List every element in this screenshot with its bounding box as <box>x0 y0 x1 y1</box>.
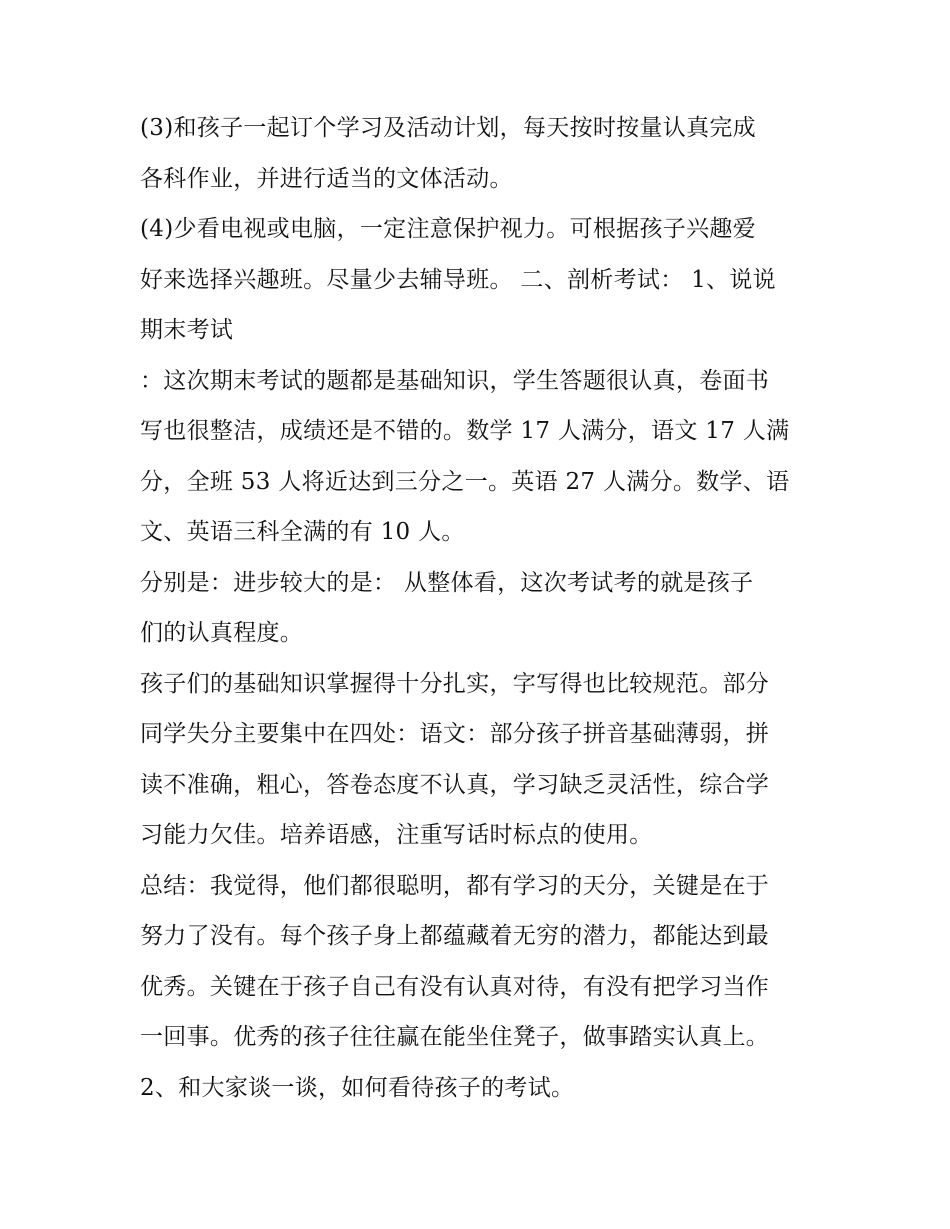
text-line: 写也很整洁，成绩还是不错的。数学 17 人满分，语文 17 人满 <box>140 418 790 444</box>
text-line: 优秀。关键在于孩子自己有没有认真对待，有没有把学习当作 <box>140 973 770 1000</box>
text-line: 总结：我觉得，他们都很聪明，都有学习的天分，关键是在于 <box>140 872 770 899</box>
text-line: 习能力欠佳。培养语感，注重写话时标点的使用。 <box>140 822 653 848</box>
text-line: 分别是：进步较大的是： 从整体看，这次考试考的就是孩子 <box>140 569 754 596</box>
text-line: ：这次期末考试的题都是基础知识，学生答题很认真，卷面书 <box>140 367 770 394</box>
text-line: 各科作业，并进行适当的文体活动。 <box>140 165 513 192</box>
text-line: 2、和大家谈一谈，如何看待孩子的考试。 <box>140 1074 575 1101</box>
document-body <box>140 103 815 1113</box>
text-line: 好来选择兴趣班。尽量少去辅导班。 二、剖析考试： 1、说说 <box>140 266 776 293</box>
text-line: 文、英语三科全满的有 10 人。 <box>140 519 465 545</box>
text-line: 努力了没有。每个孩子身上都蕴藏着无穷的潜力，都能达到最 <box>140 923 770 949</box>
text-line: 读不准确，粗心，答卷态度不认真，学习缺乏灵活性，综合学 <box>140 771 770 798</box>
text-line: 孩子们的基础知识掌握得十分扎实，字写得也比较规范。部分 <box>140 670 770 697</box>
text-line: (3)和孩子一起订个学习及活动计划，每天按时按量认真完成 <box>140 115 756 141</box>
text-line: 同学失分主要集中在四处：语文：部分孩子拼音基础薄弱，拼 <box>140 721 770 747</box>
text-line: 一回事。优秀的孩子往往赢在能坐住凳子，做事踏实认真上。 <box>140 1024 770 1050</box>
text-line: 期末考试 <box>140 317 234 343</box>
text-line: (4)少看电视或电脑，一定注意保护视力。可根据孩子兴趣爱 <box>140 216 756 242</box>
text-line: 分，全班 53 人将近达到三分之一。英语 27 人满分。数学、语 <box>140 468 790 495</box>
text-line: 们的认真程度。 <box>140 620 304 646</box>
